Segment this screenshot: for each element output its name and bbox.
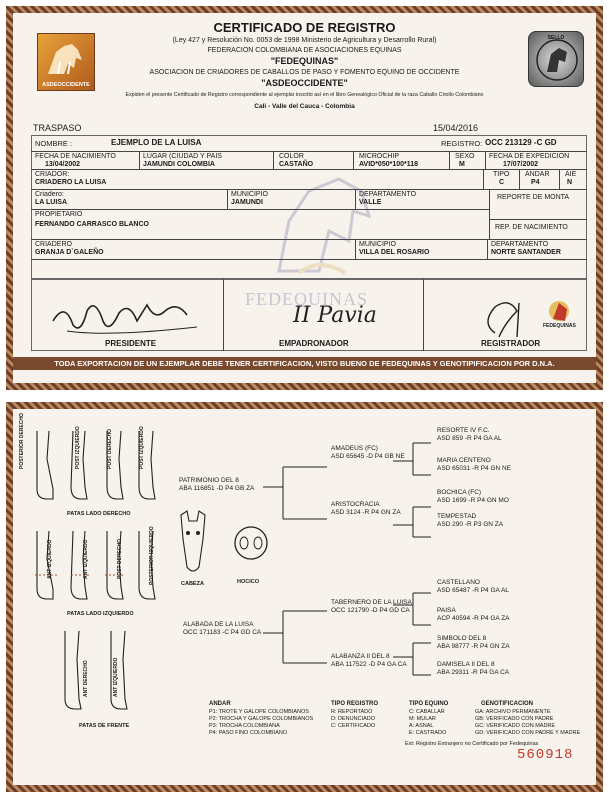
- legend-geno-heading: GENOTIFICACION: [481, 701, 533, 707]
- ss-name: AMADEUS (FC): [331, 445, 378, 452]
- registro-value: OCC 213129 -C GD: [485, 138, 557, 147]
- ssd-name: MARIA CENTENO: [437, 457, 491, 464]
- federation-short: "FEDEQUINAS": [270, 56, 339, 66]
- sss-reg: ASD 859 -R P4 GA AL: [437, 435, 502, 442]
- leg-label: POST DERECHO: [107, 428, 113, 469]
- legend-tipo-equino-item: M: MULAR: [409, 716, 436, 722]
- certificate-statement: Expiden el presente Certificado de Registro correspondiente al ejemplar inscrito así en el libro Genealógico Oficial de la raza Caballo Criollo Colombiano: [125, 92, 484, 98]
- municipio2-label: MUNICIPIO: [359, 241, 396, 248]
- record-date: 15/04/2016: [433, 123, 479, 133]
- birth-value: 13/04/2002: [45, 161, 81, 168]
- municipio2-value: VILLA DEL ROSARIO: [359, 249, 430, 256]
- expedition-label: FECHA DE EXPEDICION: [489, 153, 570, 160]
- leg-label: POSTERIOR IZQUIERDO: [149, 526, 155, 585]
- cabeza-label: CABEZA: [181, 581, 204, 587]
- legend-geno-item: GA: ARCHIVO PERMANENTE: [475, 709, 551, 715]
- leg-label: ANT DERECHO: [83, 660, 89, 697]
- fedequinas-watermark: FEDEQUINAS: [245, 289, 369, 309]
- aie-label: AIE: [565, 171, 577, 178]
- legs-front-diagram: [49, 629, 159, 719]
- legend-andar-heading: ANDAR: [209, 701, 231, 707]
- legend-tipo-equino-item: A: ASNAL: [409, 723, 434, 729]
- criador-value: CRIADERO LA LUISA: [35, 179, 107, 186]
- sex-value: M: [459, 161, 465, 168]
- tipo-label: TIPO: [493, 171, 510, 178]
- ssd-reg: ASD 65031 -R P4 GN NE: [437, 465, 512, 472]
- color-label: COLOR: [279, 153, 304, 160]
- place-value: JAMUNDI COLOMBIA: [143, 161, 215, 168]
- horse-watermark-icon: [249, 161, 389, 281]
- municipio-label: MUNICIPIO: [231, 191, 268, 198]
- federation-name: FEDERACION COLOMBIANA DE ASOCIACIONES EQUINAS: [207, 47, 402, 54]
- registrador-signature: [475, 293, 585, 343]
- microchip-label: MICROCHIP: [359, 153, 400, 160]
- pedigree-lines: [263, 429, 563, 689]
- propietario-label: PROPIETARIO: [35, 211, 83, 218]
- row2-caption: PATAS LADO IZQUIERDO: [67, 611, 134, 617]
- empadronador-label: EMPADRONADOR: [279, 339, 349, 348]
- dds-reg: ABA 98777 -R P4 GN ZA: [437, 643, 510, 650]
- ddd-reg: ABA 29311 -R P4 GA CA: [437, 669, 510, 676]
- leg-label: ANT IZQUIERDO: [113, 657, 119, 697]
- criador-label: CRIADOR:: [35, 171, 70, 178]
- sdd-name: TEMPESTAD: [437, 513, 477, 520]
- ss-reg: ASD 65645 -D P4 GB NE: [331, 453, 405, 460]
- certificate-title: CERTIFICADO DE REGISTRO: [213, 20, 396, 35]
- dss-reg: ASD 65487 -R P4 GA AL: [437, 587, 509, 594]
- legs-right-side-diagram: [27, 429, 167, 509]
- legend-tipo-registro-item: D: DENUNCIADO: [331, 716, 376, 722]
- municipio-value: JAMUNDI: [231, 199, 263, 206]
- dds-name: SIMBOLO DEL 8: [437, 635, 487, 642]
- dss-name: CASTELLANO: [437, 579, 480, 586]
- criadero2-value: GRANJA D`GALEÑO: [35, 249, 104, 256]
- sire-name: PATRIMONIO DEL 8: [179, 477, 239, 484]
- rep-nacimiento-label: REP. DE NACIMIENTO: [495, 224, 568, 231]
- criadero-label: Criadero:: [35, 191, 64, 198]
- sd-reg: ASD 3124 -R P4 GN ZA: [331, 509, 401, 516]
- sss-name: RESORTE IV F.C.: [437, 427, 490, 434]
- depto-value: VALLE: [359, 199, 382, 206]
- legend-geno-item: GB: VERIFICADO CON PADRE: [475, 716, 554, 722]
- depto-label: DEPARTAMENTO: [359, 191, 417, 198]
- legend-tipo-equino-item: C: CABALLAR: [409, 709, 445, 715]
- legend-tipo-registro-heading: TIPO REGISTRO: [331, 701, 379, 707]
- leg-label: POSTERIOR DERECHO: [19, 413, 25, 469]
- andar-label: ANDAR: [525, 171, 550, 178]
- hocico-label: HOCICO: [237, 579, 259, 585]
- legend-andar-item: P3: TROCHA COLOMBIANA: [209, 723, 280, 729]
- horse-head-icon: [173, 509, 213, 579]
- propietario-value: FERNANDO CARRASCO BLANCO: [35, 221, 149, 228]
- association-name: ASOCIACION DE CRIADORES DE CABALLOS DE PASO Y FOMENTO EQUINO DE OCCIDENTE: [149, 69, 460, 76]
- reporte-monta-label: REPORTE DE MONTA: [497, 194, 570, 201]
- dd-reg: ABA 117522 -D P4 GA CA: [331, 661, 407, 668]
- aie-value: N: [567, 179, 573, 186]
- ddd-name: DAMISELA II DEL 8: [437, 661, 495, 668]
- legend-tipo-equino-heading: TIPO EQUINO: [409, 701, 449, 707]
- dam-reg: OCC 171183 -C P4 GD CA: [183, 629, 262, 636]
- ds-name: TABERNERO DE LA LUISA: [331, 599, 412, 606]
- expedition-value: 17/07/2002: [503, 161, 539, 168]
- presidente-label: PRESIDENTE: [105, 339, 157, 348]
- tipo-value: C: [499, 179, 505, 186]
- row1-caption: PATAS LADO DERECHO: [67, 511, 131, 517]
- leg-label: POST IZQUIERDO: [75, 426, 81, 469]
- ds-reg: OCC 121790 -D P4 GD CA: [331, 607, 410, 614]
- legend-andar-item: P1: TROTE Y GALOPE COLOMBIANOS: [209, 709, 309, 715]
- legend-tipo-registro-item: C: CERTIFICADO: [331, 723, 376, 729]
- certificate-front: [6, 6, 603, 390]
- legend-tipo-registro-item: R: REPORTADO: [331, 709, 373, 715]
- seal-text: SELLO: [547, 35, 565, 41]
- sd-name: ARISTOCRACIA: [331, 501, 380, 508]
- dd-name: ALABANZA II DEL 8: [331, 653, 390, 660]
- serial-number: 560918: [517, 747, 574, 763]
- andar-value: P4: [531, 179, 540, 186]
- dsd-reg: ACP 40594 -R P4 GA ZA: [437, 615, 510, 622]
- registro-label: REGISTRO:: [441, 139, 483, 148]
- legend-andar-item: P4: PASO FINO COLOMBIANO: [209, 730, 288, 736]
- registrador-label: REGISTRADOR: [481, 339, 541, 348]
- empadronador-signature: II Pavia: [293, 303, 377, 328]
- horse-name: EJEMPLO DE LA LUISA: [111, 138, 202, 147]
- sds-reg: ASD 1699 -R P4 GN MO: [437, 497, 509, 504]
- depto2-value: NORTE SANTANDER: [491, 249, 561, 256]
- criadero2-label: CRIADERO: [35, 241, 72, 248]
- legend-geno-item: GC: VERIFICADO CON MADRE: [475, 723, 556, 729]
- legend-geno-item: GD: VERIFICADO CON PADRE Y MADRE: [475, 730, 581, 736]
- asdeoccidente-logo-text: ASDEOCCIDENTE: [42, 82, 90, 88]
- export-notice-banner: TODA EXPORTACION DE UN EJEMPLAR DEBE TENER CERTIFICACION, VISTO BUENO DE FEDEQUINAS Y GENOTIPIFICACION POR D.N.A.: [13, 357, 596, 370]
- birth-label: FECHA DE NACIMIENTO: [35, 153, 116, 160]
- certificate-back: [6, 402, 603, 792]
- legend-tipo-equino-item: E: CASTRADO: [409, 730, 447, 736]
- record-type: TRASPASO: [33, 123, 82, 133]
- place-label: LUGAR (CIUDAD Y PAIS: [143, 153, 222, 160]
- dam-name: ALABADA DE LA LUISA: [183, 621, 254, 628]
- sire-reg: ABA 116851 -D P4 GB ZA: [179, 485, 255, 492]
- sex-label: SEXO: [455, 153, 475, 160]
- sds-name: BOCHICA (FC): [437, 489, 482, 496]
- leg-label: ANT IZQUIERDO: [47, 539, 53, 579]
- microchip-value: AVID*050*100*118: [359, 161, 419, 168]
- law-reference: (Ley 427 y Resolución No. 0053 de 1998 Ministerio de Agricultura y Desarrollo Rural): [172, 37, 437, 44]
- color-value: CASTAÑO: [279, 161, 314, 168]
- leg-label: ANT IZQUIERDO: [83, 539, 89, 579]
- legend-ext-note: Ext: Registro Extranjero no Certificado por Fedequinas: [405, 741, 539, 747]
- row3-caption: PATAS DE FRENTE: [79, 723, 130, 729]
- criadero-value: LA LUISA: [35, 199, 68, 206]
- leg-label: POST DERECHO: [117, 538, 123, 579]
- fedequinas-small-logo-text: FEDEQUINAS: [543, 323, 576, 329]
- name-label: NOMBRE :: [35, 139, 73, 148]
- association-short: "ASDEOCCIDENTE": [261, 78, 348, 88]
- leg-label: POST IZQUIERDO: [139, 426, 145, 469]
- legend-andar-item: P2: TROCHA Y GALOPE COLOMBIANOS: [209, 716, 314, 722]
- issue-city: Cali - Valle del Cauca - Colombia: [254, 103, 355, 110]
- president-signature: [47, 291, 217, 341]
- sdd-reg: ASD 290 -R P3 GN ZA: [437, 521, 504, 528]
- dsd-name: PAISA: [437, 607, 456, 614]
- depto2-label: DEPARTAMENTO: [491, 241, 549, 248]
